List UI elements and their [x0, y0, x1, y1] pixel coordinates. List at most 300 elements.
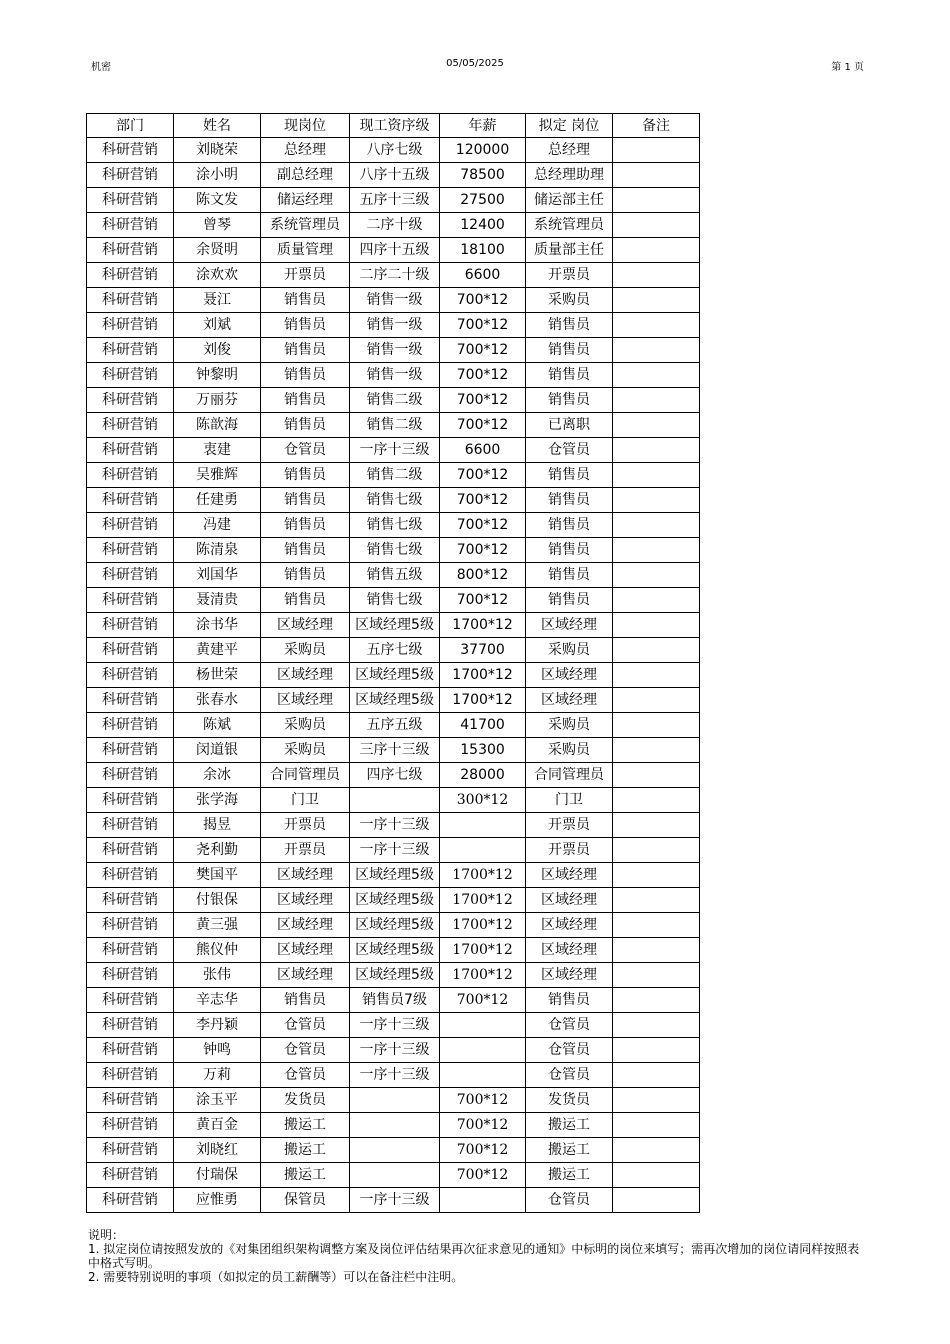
current-position-cell: 销售员 — [260, 413, 349, 438]
proposed-position-cell: 开票员 — [526, 838, 613, 863]
name-cell: 余冰 — [173, 763, 260, 788]
table-row — [87, 713, 700, 738]
pay-grade-cell: 销售七级 — [350, 513, 440, 538]
salary-cell: 1700*12 — [440, 888, 526, 913]
proposed-position-cell: 区域经理 — [526, 663, 613, 688]
pay-grade-cell: 销售员7级 — [350, 988, 440, 1013]
pay-grade-cell — [350, 1138, 440, 1163]
salary-cell: 700*12 — [440, 588, 526, 613]
name-cell: 尧利勤 — [173, 838, 260, 863]
remarks-cell — [612, 288, 699, 313]
salary-cell: 700*12 — [440, 413, 526, 438]
remarks-cell — [612, 413, 699, 438]
header-confidential: 机密 — [91, 62, 111, 73]
salary-cell — [440, 1063, 526, 1088]
salary-cell: 700*12 — [440, 1138, 526, 1163]
department-cell: 科研营销 — [87, 988, 174, 1013]
department-cell: 科研营销 — [87, 1138, 174, 1163]
remarks-cell — [612, 663, 699, 688]
name-cell: 陈斌 — [173, 713, 260, 738]
pay-grade-cell: 区域经理5级 — [350, 888, 440, 913]
current-position-cell: 销售员 — [260, 538, 349, 563]
proposed-position-cell: 销售员 — [526, 463, 613, 488]
column-header-remarks: 备注 — [612, 114, 699, 138]
table-row — [87, 388, 700, 413]
salary-cell — [440, 1013, 526, 1038]
current-position-cell: 销售员 — [260, 588, 349, 613]
salary-cell — [440, 1038, 526, 1063]
name-cell: 涂书华 — [173, 613, 260, 638]
salary-cell: 120000 — [440, 138, 526, 163]
remarks-cell — [612, 513, 699, 538]
proposed-position-cell: 储运部主任 — [526, 188, 613, 213]
header-page-number: 第 1 页 — [831, 62, 864, 73]
proposed-position-cell: 采购员 — [526, 288, 613, 313]
name-cell: 付银保 — [173, 888, 260, 913]
pay-grade-cell: 五序五级 — [350, 713, 440, 738]
table-row — [87, 188, 700, 213]
table-row — [87, 1188, 700, 1213]
department-cell: 科研营销 — [87, 663, 174, 688]
pay-grade-cell: 销售一级 — [350, 338, 440, 363]
staff-position-table — [86, 113, 700, 1213]
salary-cell: 27500 — [440, 188, 526, 213]
table-row — [87, 938, 700, 963]
department-cell: 科研营销 — [87, 1088, 174, 1113]
salary-cell — [440, 1188, 526, 1213]
name-cell: 刘晓红 — [173, 1138, 260, 1163]
salary-cell: 1700*12 — [440, 938, 526, 963]
table-row — [87, 1113, 700, 1138]
pay-grade-cell: 区域经理5级 — [350, 963, 440, 988]
department-cell: 科研营销 — [87, 488, 174, 513]
name-cell: 陈清泉 — [173, 538, 260, 563]
salary-cell: 1700*12 — [440, 663, 526, 688]
remarks-cell — [612, 263, 699, 288]
remarks-cell — [612, 363, 699, 388]
name-cell: 陈文发 — [173, 188, 260, 213]
pay-grade-cell: 销售七级 — [350, 488, 440, 513]
proposed-position-cell: 区域经理 — [526, 938, 613, 963]
department-cell: 科研营销 — [87, 188, 174, 213]
current-position-cell: 搬运工 — [260, 1138, 349, 1163]
notes-section — [88, 1228, 868, 1284]
table-row — [87, 538, 700, 563]
table-row — [87, 288, 700, 313]
table-row — [87, 513, 700, 538]
salary-cell: 700*12 — [440, 463, 526, 488]
current-position-cell: 区域经理 — [260, 888, 349, 913]
name-cell: 刘国华 — [173, 563, 260, 588]
salary-cell: 700*12 — [440, 388, 526, 413]
current-position-cell: 仓管员 — [260, 1038, 349, 1063]
name-cell: 张春水 — [173, 688, 260, 713]
department-cell: 科研营销 — [87, 238, 174, 263]
remarks-cell — [612, 1063, 699, 1088]
remarks-cell — [612, 488, 699, 513]
table-row — [87, 338, 700, 363]
pay-grade-cell: 四序十五级 — [350, 238, 440, 263]
table-row — [87, 313, 700, 338]
department-cell: 科研营销 — [87, 563, 174, 588]
pay-grade-cell: 一序十三级 — [350, 438, 440, 463]
remarks-cell — [612, 138, 699, 163]
name-cell: 冯建 — [173, 513, 260, 538]
department-cell: 科研营销 — [87, 763, 174, 788]
name-cell: 揭昱 — [173, 813, 260, 838]
name-cell: 付瑞保 — [173, 1163, 260, 1188]
current-position-cell: 区域经理 — [260, 863, 349, 888]
current-position-cell: 副总经理 — [260, 163, 349, 188]
pay-grade-cell: 五序十三级 — [350, 188, 440, 213]
header-date: 05/05/2025 — [446, 58, 504, 69]
name-cell: 闵道银 — [173, 738, 260, 763]
table-row — [87, 438, 700, 463]
remarks-cell — [612, 163, 699, 188]
name-cell: 张学海 — [173, 788, 260, 813]
table-row — [87, 413, 700, 438]
proposed-position-cell: 销售员 — [526, 988, 613, 1013]
current-position-cell: 搬运工 — [260, 1113, 349, 1138]
salary-cell: 700*12 — [440, 488, 526, 513]
department-cell: 科研营销 — [87, 513, 174, 538]
remarks-cell — [612, 638, 699, 663]
table-header-row — [87, 114, 700, 138]
proposed-position-cell: 搬运工 — [526, 1113, 613, 1138]
proposed-position-cell: 区域经理 — [526, 613, 613, 638]
department-cell: 科研营销 — [87, 263, 174, 288]
table-row — [87, 213, 700, 238]
current-position-cell: 销售员 — [260, 463, 349, 488]
department-cell: 科研营销 — [87, 688, 174, 713]
department-cell: 科研营销 — [87, 338, 174, 363]
name-cell: 陈歆海 — [173, 413, 260, 438]
remarks-cell — [612, 763, 699, 788]
name-cell: 钟黎明 — [173, 363, 260, 388]
name-cell: 吴雅辉 — [173, 463, 260, 488]
pay-grade-cell: 二序十级 — [350, 213, 440, 238]
remarks-cell — [612, 1163, 699, 1188]
department-cell: 科研营销 — [87, 1063, 174, 1088]
pay-grade-cell — [350, 1113, 440, 1138]
remarks-cell — [612, 388, 699, 413]
department-cell: 科研营销 — [87, 863, 174, 888]
current-position-cell: 门卫 — [260, 788, 349, 813]
column-header-department: 部门 — [87, 114, 174, 138]
salary-cell: 1700*12 — [440, 863, 526, 888]
department-cell: 科研营销 — [87, 313, 174, 338]
name-cell: 万丽芬 — [173, 388, 260, 413]
proposed-position-cell: 合同管理员 — [526, 763, 613, 788]
pay-grade-cell: 销售一级 — [350, 363, 440, 388]
proposed-position-cell: 采购员 — [526, 713, 613, 738]
salary-cell: 700*12 — [440, 988, 526, 1013]
proposed-position-cell: 发货员 — [526, 1088, 613, 1113]
salary-cell: 700*12 — [440, 338, 526, 363]
pay-grade-cell: 销售七级 — [350, 588, 440, 613]
name-cell: 聂清贵 — [173, 588, 260, 613]
table-row — [87, 163, 700, 188]
proposed-position-cell: 采购员 — [526, 638, 613, 663]
table-row — [87, 813, 700, 838]
pay-grade-cell — [350, 788, 440, 813]
pay-grade-cell: 一序十三级 — [350, 1063, 440, 1088]
pay-grade-cell: 五序七级 — [350, 638, 440, 663]
salary-cell: 300*12 — [440, 788, 526, 813]
column-header-proposed-position: 拟定 岗位 — [526, 114, 613, 138]
column-header-current-pay-grade: 现工资序级 — [350, 114, 440, 138]
table-row — [87, 138, 700, 163]
current-position-cell: 销售员 — [260, 363, 349, 388]
pay-grade-cell: 区域经理5级 — [350, 913, 440, 938]
current-position-cell: 仓管员 — [260, 1063, 349, 1088]
remarks-cell — [612, 688, 699, 713]
proposed-position-cell: 销售员 — [526, 563, 613, 588]
remarks-cell — [612, 563, 699, 588]
table-row — [87, 588, 700, 613]
pay-grade-cell: 销售一级 — [350, 313, 440, 338]
table-row — [87, 913, 700, 938]
table-row — [87, 688, 700, 713]
department-cell: 科研营销 — [87, 413, 174, 438]
department-cell: 科研营销 — [87, 1113, 174, 1138]
remarks-cell — [612, 888, 699, 913]
remarks-cell — [612, 938, 699, 963]
pay-grade-cell: 四序七级 — [350, 763, 440, 788]
pay-grade-cell: 销售二级 — [350, 463, 440, 488]
proposed-position-cell: 仓管员 — [526, 1038, 613, 1063]
name-cell: 钟鸣 — [173, 1038, 260, 1063]
remarks-cell — [612, 338, 699, 363]
name-cell: 余贤明 — [173, 238, 260, 263]
remarks-cell — [612, 1088, 699, 1113]
pay-grade-cell: 区域经理5级 — [350, 613, 440, 638]
proposed-position-cell: 销售员 — [526, 363, 613, 388]
current-position-cell: 销售员 — [260, 513, 349, 538]
pay-grade-cell: 区域经理5级 — [350, 688, 440, 713]
table-row — [87, 888, 700, 913]
name-cell: 黄三强 — [173, 913, 260, 938]
table-row — [87, 838, 700, 863]
column-header-name: 姓名 — [173, 114, 260, 138]
table-row — [87, 1038, 700, 1063]
department-cell: 科研营销 — [87, 963, 174, 988]
name-cell: 张伟 — [173, 963, 260, 988]
name-cell: 任建勇 — [173, 488, 260, 513]
remarks-cell — [612, 463, 699, 488]
salary-cell: 700*12 — [440, 513, 526, 538]
remarks-cell — [612, 313, 699, 338]
table-row — [87, 788, 700, 813]
notes-title: 说明： — [88, 1228, 125, 1242]
remarks-cell — [612, 988, 699, 1013]
current-position-cell: 总经理 — [260, 138, 349, 163]
pay-grade-cell: 一序十三级 — [350, 1188, 440, 1213]
pay-grade-cell: 销售二级 — [350, 413, 440, 438]
table-row — [87, 1088, 700, 1113]
current-position-cell: 开票员 — [260, 838, 349, 863]
table-row — [87, 638, 700, 663]
name-cell: 李丹颖 — [173, 1013, 260, 1038]
remarks-cell — [612, 1138, 699, 1163]
department-cell: 科研营销 — [87, 213, 174, 238]
table-row — [87, 988, 700, 1013]
name-cell: 刘晓荣 — [173, 138, 260, 163]
current-position-cell: 搬运工 — [260, 1163, 349, 1188]
proposed-position-cell: 销售员 — [526, 488, 613, 513]
pay-grade-cell — [350, 1088, 440, 1113]
proposed-position-cell: 搬运工 — [526, 1163, 613, 1188]
department-cell: 科研营销 — [87, 713, 174, 738]
current-position-cell: 区域经理 — [260, 963, 349, 988]
table-row — [87, 963, 700, 988]
proposed-position-cell: 仓管员 — [526, 1188, 613, 1213]
department-cell: 科研营销 — [87, 1013, 174, 1038]
name-cell: 熊仪仲 — [173, 938, 260, 963]
department-cell: 科研营销 — [87, 538, 174, 563]
department-cell: 科研营销 — [87, 1038, 174, 1063]
remarks-cell — [612, 738, 699, 763]
proposed-position-cell: 仓管员 — [526, 1063, 613, 1088]
pay-grade-cell: 一序十三级 — [350, 1013, 440, 1038]
name-cell: 聂江 — [173, 288, 260, 313]
table-row — [87, 363, 700, 388]
salary-cell: 15300 — [440, 738, 526, 763]
current-position-cell: 发货员 — [260, 1088, 349, 1113]
current-position-cell: 保管员 — [260, 1188, 349, 1213]
name-cell: 涂小明 — [173, 163, 260, 188]
column-header-current-position: 现岗位 — [260, 114, 349, 138]
table-row — [87, 663, 700, 688]
department-cell: 科研营销 — [87, 463, 174, 488]
proposed-position-cell: 系统管理员 — [526, 213, 613, 238]
remarks-cell — [612, 538, 699, 563]
table-row — [87, 738, 700, 763]
department-cell: 科研营销 — [87, 613, 174, 638]
table-row — [87, 1138, 700, 1163]
current-position-cell: 销售员 — [260, 488, 349, 513]
current-position-cell: 销售员 — [260, 313, 349, 338]
table-row — [87, 1163, 700, 1188]
department-cell: 科研营销 — [87, 1163, 174, 1188]
remarks-cell — [612, 963, 699, 988]
current-position-cell: 区域经理 — [260, 688, 349, 713]
table-row — [87, 238, 700, 263]
proposed-position-cell: 已离职 — [526, 413, 613, 438]
salary-cell: 700*12 — [440, 1163, 526, 1188]
salary-cell: 6600 — [440, 438, 526, 463]
name-cell: 黄建平 — [173, 638, 260, 663]
department-cell: 科研营销 — [87, 938, 174, 963]
current-position-cell: 系统管理员 — [260, 213, 349, 238]
salary-cell: 700*12 — [440, 1088, 526, 1113]
department-cell: 科研营销 — [87, 138, 174, 163]
table-row — [87, 863, 700, 888]
remarks-cell — [612, 1013, 699, 1038]
proposed-position-cell: 区域经理 — [526, 688, 613, 713]
current-position-cell: 区域经理 — [260, 938, 349, 963]
proposed-position-cell: 仓管员 — [526, 438, 613, 463]
salary-cell: 28000 — [440, 763, 526, 788]
name-cell: 涂玉平 — [173, 1088, 260, 1113]
remarks-cell — [612, 838, 699, 863]
pay-grade-cell — [350, 1163, 440, 1188]
name-cell: 辛志华 — [173, 988, 260, 1013]
name-cell: 黄百金 — [173, 1113, 260, 1138]
current-position-cell: 开票员 — [260, 263, 349, 288]
salary-cell: 1700*12 — [440, 963, 526, 988]
name-cell: 刘俊 — [173, 338, 260, 363]
current-position-cell: 质量管理 — [260, 238, 349, 263]
department-cell: 科研营销 — [87, 788, 174, 813]
current-position-cell: 储运经理 — [260, 188, 349, 213]
name-cell: 应惟勇 — [173, 1188, 260, 1213]
remarks-cell — [612, 188, 699, 213]
table-row — [87, 463, 700, 488]
department-cell: 科研营销 — [87, 813, 174, 838]
salary-cell: 18100 — [440, 238, 526, 263]
remarks-cell — [612, 913, 699, 938]
table-row — [87, 488, 700, 513]
note-item-2: 2. 需要特别说明的事项（如拟定的员工薪酬等）可以在备注栏中注明。 — [88, 1270, 464, 1284]
remarks-cell — [612, 863, 699, 888]
salary-cell: 12400 — [440, 213, 526, 238]
current-position-cell: 采购员 — [260, 638, 349, 663]
pay-grade-cell: 销售五级 — [350, 563, 440, 588]
department-cell: 科研营销 — [87, 438, 174, 463]
name-cell: 万莉 — [173, 1063, 260, 1088]
current-position-cell: 销售员 — [260, 388, 349, 413]
current-position-cell: 开票员 — [260, 813, 349, 838]
remarks-cell — [612, 588, 699, 613]
current-position-cell: 销售员 — [260, 338, 349, 363]
table-row — [87, 1063, 700, 1088]
salary-cell: 78500 — [440, 163, 526, 188]
table-row — [87, 763, 700, 788]
department-cell: 科研营销 — [87, 363, 174, 388]
pay-grade-cell: 三序十三级 — [350, 738, 440, 763]
name-cell: 杨世荣 — [173, 663, 260, 688]
current-position-cell: 区域经理 — [260, 663, 349, 688]
proposed-position-cell: 门卫 — [526, 788, 613, 813]
column-header-annual-salary: 年薪 — [440, 114, 526, 138]
salary-cell: 1700*12 — [440, 913, 526, 938]
remarks-cell — [612, 438, 699, 463]
pay-grade-cell: 销售二级 — [350, 388, 440, 413]
proposed-position-cell: 质量部主任 — [526, 238, 613, 263]
department-cell: 科研营销 — [87, 163, 174, 188]
pay-grade-cell: 一序十三级 — [350, 838, 440, 863]
department-cell: 科研营销 — [87, 838, 174, 863]
current-position-cell: 仓管员 — [260, 438, 349, 463]
proposed-position-cell: 销售员 — [526, 313, 613, 338]
department-cell: 科研营销 — [87, 913, 174, 938]
remarks-cell — [612, 1038, 699, 1063]
remarks-cell — [612, 788, 699, 813]
table-row — [87, 263, 700, 288]
remarks-cell — [612, 1113, 699, 1138]
salary-cell: 1700*12 — [440, 688, 526, 713]
pay-grade-cell: 区域经理5级 — [350, 863, 440, 888]
proposed-position-cell: 总经理 — [526, 138, 613, 163]
proposed-position-cell: 区域经理 — [526, 888, 613, 913]
name-cell: 涂欢欢 — [173, 263, 260, 288]
salary-cell: 700*12 — [440, 363, 526, 388]
department-cell: 科研营销 — [87, 588, 174, 613]
pay-grade-cell: 二序二十级 — [350, 263, 440, 288]
department-cell: 科研营销 — [87, 638, 174, 663]
proposed-position-cell: 销售员 — [526, 388, 613, 413]
